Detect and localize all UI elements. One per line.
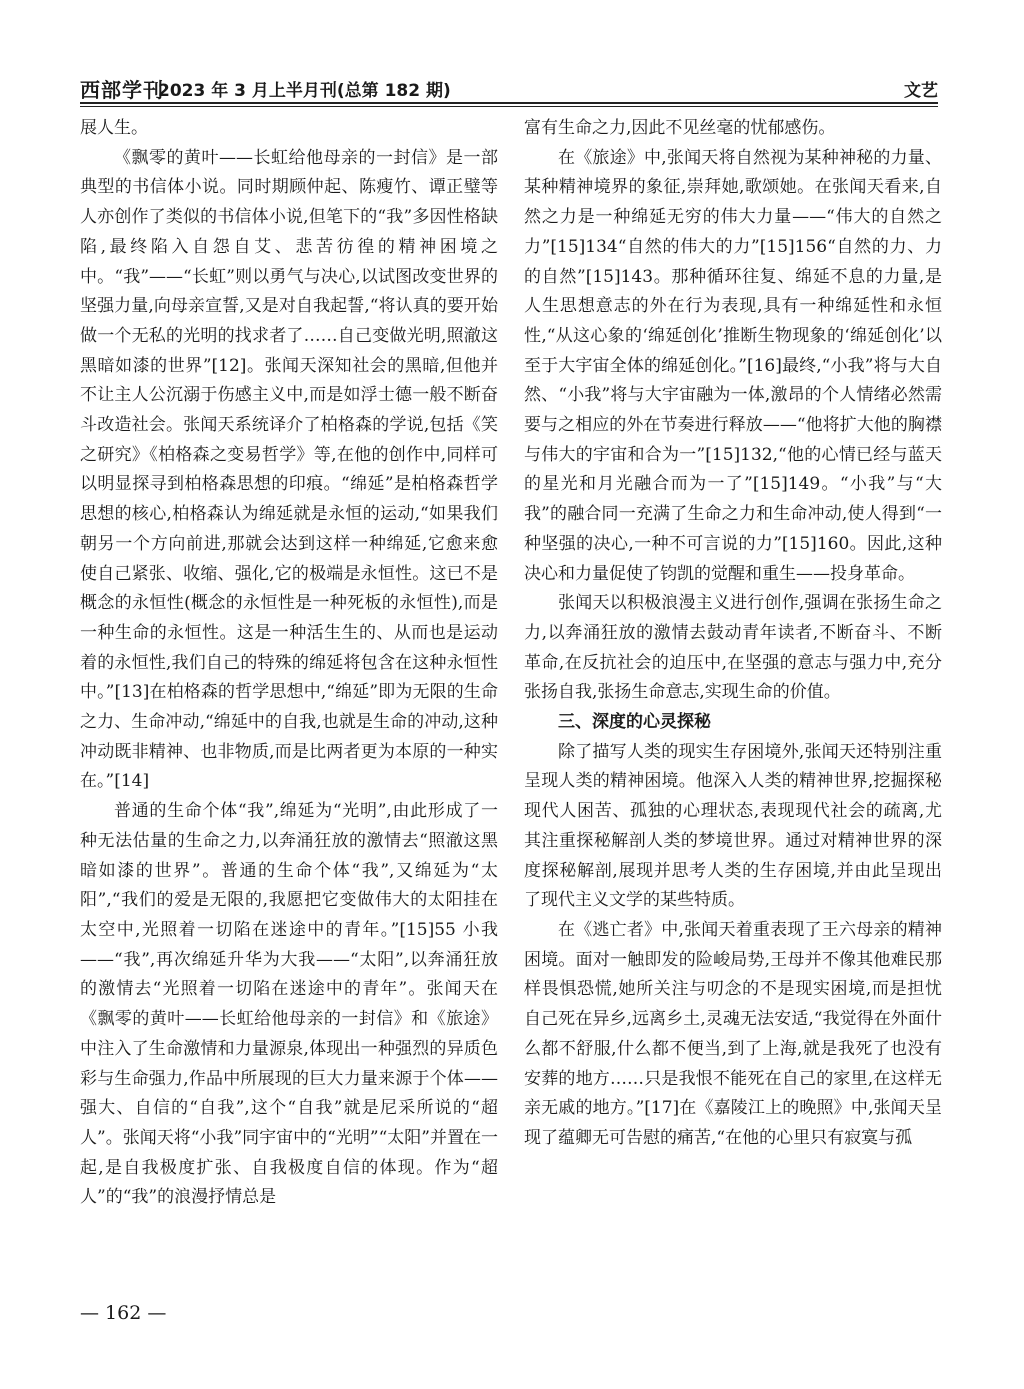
paragraph: 在《旅途》中,张闻天将自然视为某种神秘的力量、某种精神境界的象征,崇拜她,歌颂她。在张闻天看来,自然之力是一种绵延无穷的伟大力量——“伟大的自然之力”[15]134“自然的伟大的力”[15]156“自然的力、力的自然”[15]143。那种循环往复、绵延不息的力量,是人生思想意志的外在行为表现,具有一种绵延性和永恒性,“从这心象的‘绵延创化’推断生物现象的‘绵延创化’以至于大宇宙全体的绵延创化。”[16]最终,“小我”将与大自然、“小我”将与大宇宙融为一体,激昂的个人情绪必然需要与之相应的外在节奏进行释放——“他将扩大他的胸襟与伟大的宇宙和合为一”[15]132,“他的心情已经与蓝天的星光和月光融合而为一了”[15]149。“小我”与“大我”的融合同一充满了生命之力和生命冲动,使人得到“一种坚强的决心,一种不可言说的力”[15]160。因此,这种决心和力量促使了钧凯的觉醒和重生——投身革命。 [524,147,942,584]
journal-logo: 西部学刊 [80,78,164,102]
paragraph: 张闻天以积极浪漫主义进行创作,强调在张扬生命之力,以奔涌狂放的激情去鼓动青年读者,不断奋斗、不断革命,在反抗社会的迫压中,在坚强的意志与强力中,充分张扬自我,张扬生命意志,实现生命的价值。 [524,593,942,703]
paragraph: 富有生命之力,因此不见丝毫的忧郁感伤。 [524,118,836,138]
header-rule-thick [80,102,938,104]
paragraph: 在《逃亡者》中,张闻天着重表现了王六母亲的精神困境。面对一触即发的险峻局势,王母并不像其他难民那样畏惧恐慌,她所关注与叨念的不是现实困境,而是担忧自己死在异乡,远离乡土,灵魂无法安适,“我觉得在外面什么都不舒服,什么都不便当,到了上海,就是我死了也没有安葬的地方……只是我恨不能死在自己的家里,在这样无亲无戚的地方。”[17]在《嘉陵江上的晚照》中,张闻天呈现了蕴卿无可告慰的痛苦,“在他的心里只有寂寞与孤 [524,919,942,1148]
paragraph: 《飘零的黄叶——长虹给他母亲的一封信》是一部典型的书信体小说。同时期顾仲起、陈瘦竹、谭正璧等人亦创作了类似的书信体小说,但笔下的“我”多因性格缺陷,最终陷入自怨自艾、悲苦彷徨的精神困境之中。“我”——“长虹”则以勇气与决心,以试图改变世界的坚强力量,向母亲宣誓,又是对自我起誓,“将认真的要开始做一个无私的光明的找求者了……自己变做光明,照澈这黑暗如漆的世界”[12]。张闻天深知社会的黑暗,但他并不让主人公沉溺于伤感主义中,而是如浮士德一般不断奋斗改造社会。张闻天系统译介了柏格森的学说,包括《笑之研究》《柏格森之变易哲学》等,在他的创作中,同样可以明显探寻到柏格森思想的印痕。“绵延”是柏格森哲学思想的核心,柏格森认为绵延就是永恒的运动,“如果我们朝另一个方向前进,那就会达到这样一种绵延,它愈来愈使自己紧张、收缩、强化,它的极端是永恒性。这已不是概念的永恒性(概念的永恒性是一种死板的永恒性),而是一种生命的永恒性。这是一种活生生的、从而也是运动着的永恒性,我们自己的特殊的绵延将包含在这种永恒性中。”[13]在柏格森的哲学思想中,“绵延”即为无限的生命之力、生命冲动,“绵延中的自我,也就是生命的冲动,这种冲动既非精神、也非物质,而是比两者更为本原的一种实在。”[14] [80,147,498,792]
right-column [524,114,942,1154]
section-label: 文艺 [904,81,938,101]
section-heading: 三、深度的心灵探秘 [558,712,711,733]
issue-info: 2023 年 3 月上半月刊(总第 182 期) [158,81,451,101]
header-rule-thin [80,106,938,107]
paragraph: 普通的生命个体“我”,绵延为“光明”,由此形成了一种无法估量的生命之力,以奔涌狂放的激情去“照澈这黑暗如漆的世界”。普通的生命个体“我”,又绵延为“太阳”,“我们的爱是无限的,我愿把它变做伟大的太阳挂在太空中,光照着一切陷在迷途中的青年。”[15]55 小我——“我”,再次绵延升华为大我——“太阳”,以奔涌狂放的激情去“光照着一切陷在迷途中的青年”。张闻天在《飘零的黄叶——长虹给他母亲的一封信》和《旅途》中注入了生命激情和力量源泉,体现出一种强烈的异质色彩与生命强力,作品中所展现的巨大力量来源于个体——强大、自信的“自我”,这个“自我”就是尼采所说的“超人”。张闻天将“小我”同宇宙中的“光明”“太阳”并置在一起,是自我极度扩张、自我极度自信的体现。作为“超人”的“我”的浪漫抒情总是 [80,801,498,1208]
left-column [80,114,498,1213]
paragraph: 除了描写人类的现实生存困境外,张闻天还特别注重呈现人类的精神困境。他深入人类的精神世界,挖掘探秘现代人困苦、孤独的心理状态,表现现代社会的疏离,尤其注重探秘解剖人类的梦境世界。通过对精神世界的深度探秘解剖,展现并思考人类的生存困境,并由此呈现出了现代主义文学的某些特质。 [524,741,942,911]
paragraph: 展人生。 [80,118,148,138]
page-number: — 162 — [80,1302,167,1324]
running-header [80,66,938,102]
